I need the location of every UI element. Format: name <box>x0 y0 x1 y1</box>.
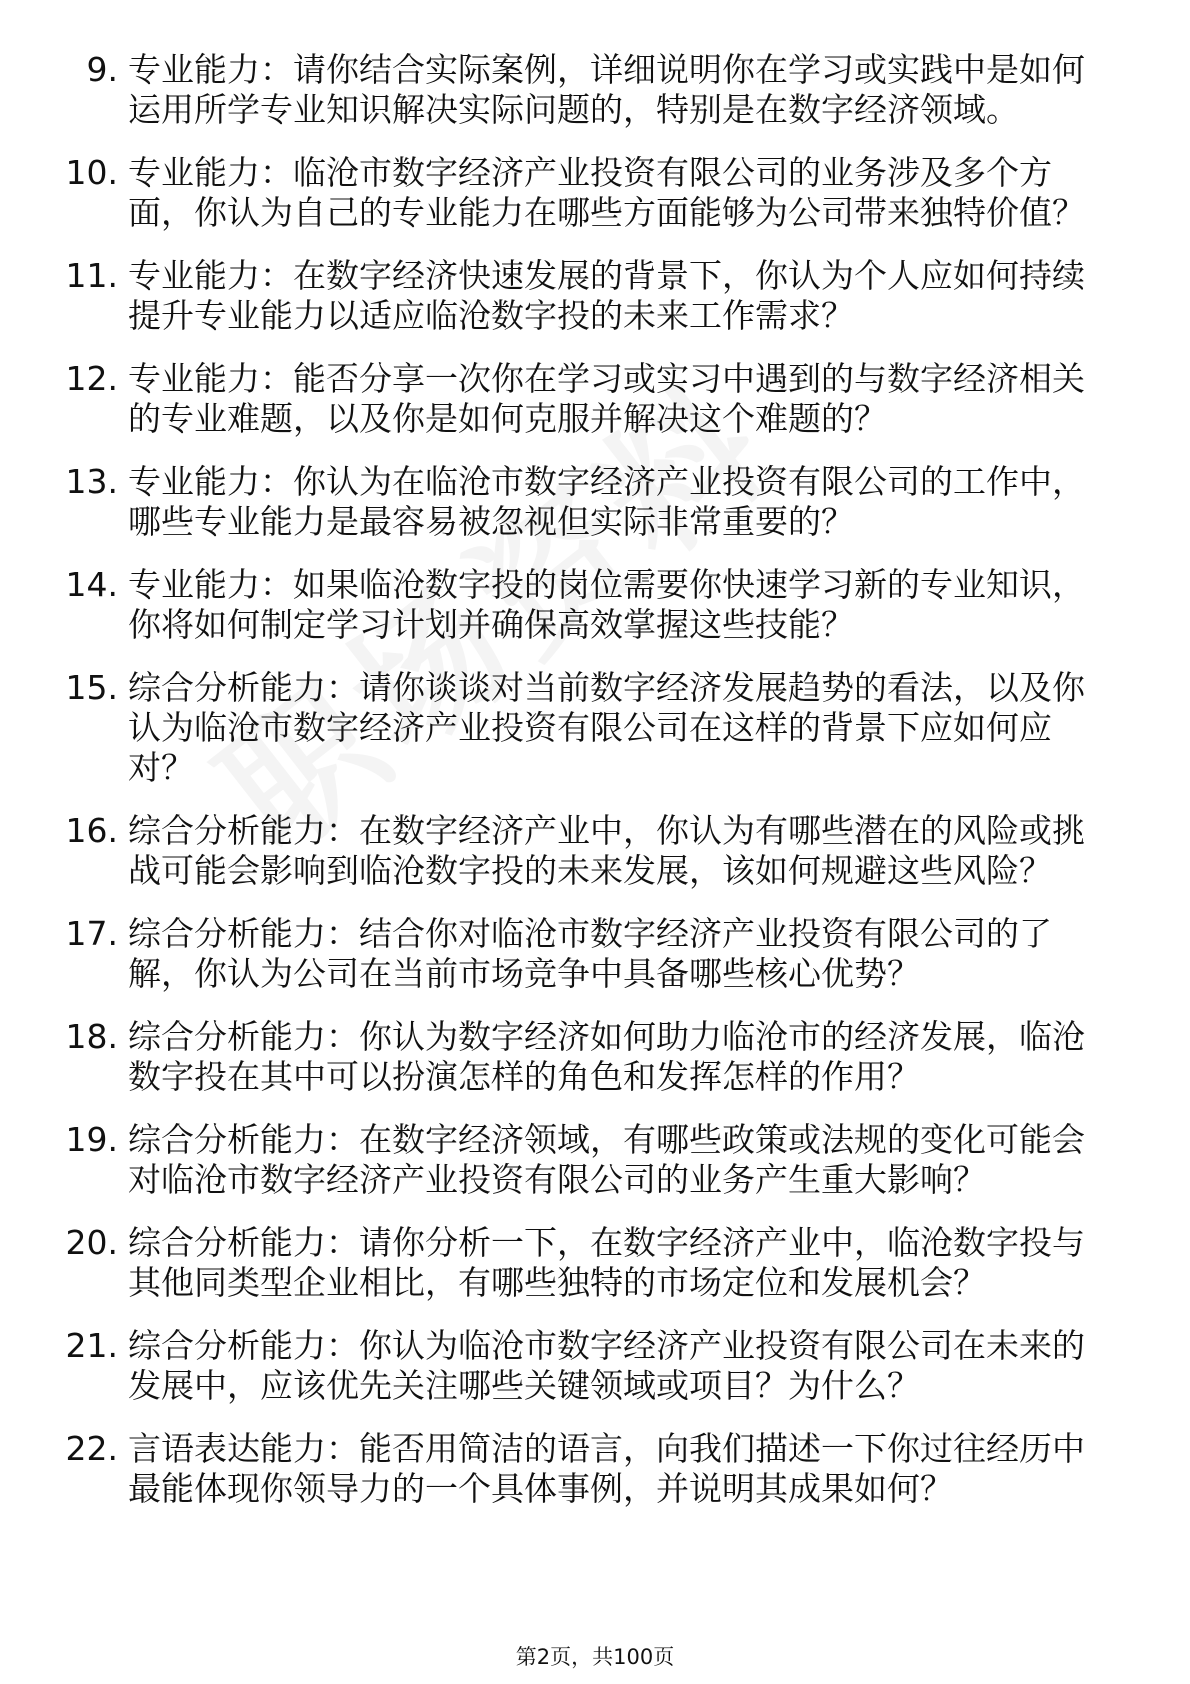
question-text: 专业能力：如果临沧数字投的岗位需要你快速学习新的专业知识，你将如何制定学习计划并确保高效掌握这些技能？ <box>128 565 1085 644</box>
question-text: 言语表达能力：能否用简洁的语言，向我们描述一下你过往经历中最能体现你领导力的一个具体事例，并说明其成果如何？ <box>128 1429 1085 1508</box>
list-item <box>65 1120 1100 1200</box>
question-number: 19. <box>65 1120 118 1159</box>
question-number: 14. <box>65 565 118 604</box>
page-footer: 第2页，共100页 <box>515 1645 675 1669</box>
question-text: 专业能力：请你结合实际案例，详细说明你在学习或实践中是如何运用所学专业知识解决实际问题的，特别是在数字经济领域。 <box>128 50 1085 129</box>
question-text: 综合分析能力：请你分析一下，在数字经济产业中，临沧数字投与其他同类型企业相比，有哪些独特的市场定位和发展机会？ <box>128 1223 1085 1302</box>
question-number: 22. <box>65 1429 118 1468</box>
list-item <box>65 462 1100 542</box>
question-number: 17. <box>65 914 118 953</box>
question-number: 10. <box>65 153 118 192</box>
question-list <box>0 50 1190 1532</box>
question-text: 专业能力：临沧市数字经济产业投资有限公司的业务涉及多个方面，你认为自己的专业能力在哪些方面能够为公司带来独特价值？ <box>128 153 1085 232</box>
list-item <box>65 359 1100 439</box>
question-text: 综合分析能力：在数字经济领域，有哪些政策或法规的变化可能会对临沧市数字经济产业投资有限公司的业务产生重大影响？ <box>128 1120 1085 1199</box>
question-number: 21. <box>65 1326 118 1365</box>
question-text: 综合分析能力：结合你对临沧市数字经济产业投资有限公司的了解，你认为公司在当前市场竞争中具备哪些核心优势？ <box>128 914 1052 993</box>
list-item <box>65 256 1100 336</box>
list-item <box>65 1223 1100 1303</box>
question-text: 综合分析能力：你认为数字经济如何助力临沧市的经济发展，临沧数字投在其中可以扮演怎样的角色和发挥怎样的作用？ <box>128 1017 1085 1096</box>
question-text: 专业能力：能否分享一次你在学习或实习中遇到的与数字经济相关的专业难题，以及你是如何克服并解决这个难题的？ <box>128 359 1085 438</box>
question-text: 专业能力：你认为在临沧市数字经济产业投资有限公司的工作中，哪些专业能力是最容易被忽视但实际非常重要的？ <box>128 462 1085 541</box>
question-text: 综合分析能力：你认为临沧市数字经济产业投资有限公司在未来的发展中，应该优先关注哪些关键领域或项目？为什么？ <box>128 1326 1085 1405</box>
question-number: 18. <box>65 1017 118 1056</box>
list-item <box>65 914 1100 994</box>
list-item <box>86 50 1100 130</box>
list-item <box>65 1017 1100 1097</box>
list-item <box>65 811 1100 891</box>
question-number: 16. <box>65 811 118 850</box>
question-number: 11. <box>65 256 118 295</box>
list-item <box>65 565 1100 645</box>
question-text: 专业能力：在数字经济快速发展的背景下，你认为个人应如何持续提升专业能力以适应临沧数字投的未来工作需求？ <box>128 256 1085 335</box>
question-text: 综合分析能力：在数字经济产业中，你认为有哪些潜在的风险或挑战可能会影响到临沧数字投的未来发展，该如何规避这些风险？ <box>128 811 1085 890</box>
question-number: 20. <box>65 1223 118 1262</box>
list-item <box>65 1429 1100 1509</box>
list-item <box>65 1326 1100 1406</box>
question-number: 13. <box>65 462 118 501</box>
question-number: 15. <box>65 668 118 707</box>
question-text: 综合分析能力：请你谈谈对当前数字经济发展趋势的看法，以及你认为临沧市数字经济产业投资有限公司在这样的背景下应如何应对？ <box>128 668 1085 787</box>
question-number: 9. <box>86 50 118 89</box>
list-item <box>65 153 1100 233</box>
list-item <box>65 668 1100 788</box>
question-number: 12. <box>65 359 118 398</box>
